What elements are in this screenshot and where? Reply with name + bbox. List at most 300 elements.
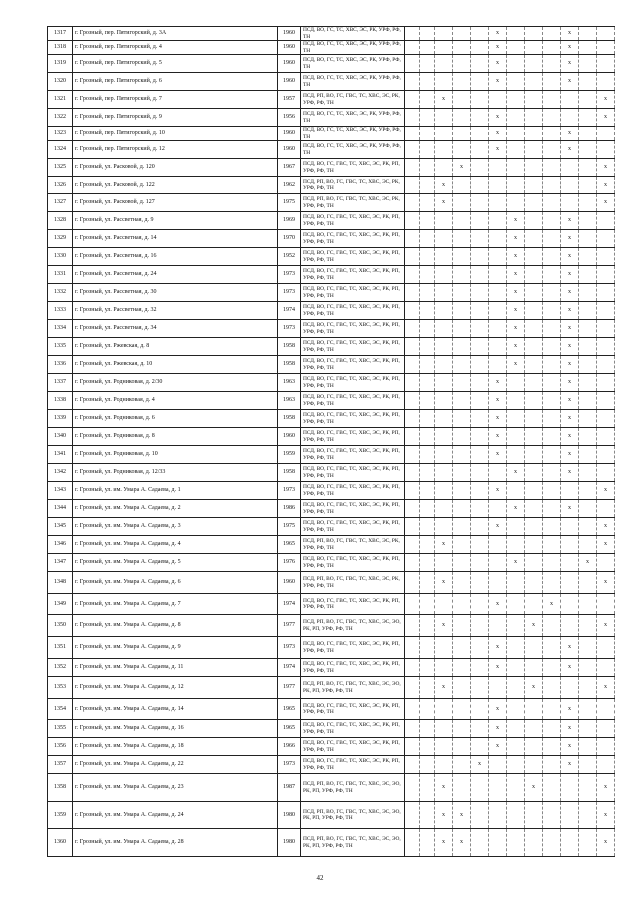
mark-cell bbox=[453, 320, 471, 338]
mark-cell bbox=[561, 615, 579, 637]
table-row bbox=[48, 248, 615, 266]
address-cell: г. Грозный, ул. им. Умара А. Садаева, д. 5 bbox=[73, 554, 278, 572]
year-cell: 1966 bbox=[278, 738, 301, 756]
services-cell: ПСД, ВО, ГС, ГВС, ТС, ХВС, ЭС, РК, РП, УРФ, РФ, ТН bbox=[301, 320, 405, 338]
mark-cell bbox=[435, 141, 453, 159]
mark-cell: х bbox=[525, 615, 543, 637]
mark-cell: х bbox=[561, 738, 579, 756]
mark-cell: х bbox=[597, 677, 615, 699]
services-cell: ПСД, ВО, ГС, ГВС, ТС, ХВС, ЭС, РК, РП, УРФ, РФ, ТН bbox=[301, 230, 405, 248]
mark-cell bbox=[435, 554, 453, 572]
mark-cell bbox=[579, 446, 597, 464]
table-row bbox=[48, 159, 615, 177]
services-cell: ПСД, ВО, ГС, ГВС, ТС, ХВС, ЭС, РК, РП, УРФ, РФ, ТН bbox=[301, 410, 405, 428]
mark-cell: х bbox=[507, 500, 525, 518]
table-row bbox=[48, 374, 615, 392]
mark-cell bbox=[405, 829, 420, 857]
table-row bbox=[48, 127, 615, 141]
mark-cell bbox=[471, 338, 489, 356]
mark-cell bbox=[453, 109, 471, 127]
mark-cell bbox=[435, 73, 453, 91]
year-cell: 1960 bbox=[278, 127, 301, 141]
mark-cell: х bbox=[597, 774, 615, 802]
mark-cell bbox=[507, 73, 525, 91]
mark-cell bbox=[471, 392, 489, 410]
mark-cell bbox=[420, 446, 435, 464]
mark-cell bbox=[405, 212, 420, 230]
mark-cell: х bbox=[597, 615, 615, 637]
mark-cell bbox=[597, 302, 615, 320]
mark-cell bbox=[405, 284, 420, 302]
mark-cell bbox=[507, 774, 525, 802]
mark-cell bbox=[579, 774, 597, 802]
services-cell: ПСД, ВО, ГС, ГВС, ТС, ХВС, ЭС, РК, РП, УРФ, РФ, ТН bbox=[301, 446, 405, 464]
year-cell: 1958 bbox=[278, 464, 301, 482]
mark-cell bbox=[435, 55, 453, 73]
services-cell: ПСД, РП, ВО, ГС, ГВС, ТС, ХВС, ЭС, ЭО, РК, РП, УРФ, РФ, ТН bbox=[301, 802, 405, 829]
mark-cell bbox=[507, 194, 525, 212]
mark-cell bbox=[471, 248, 489, 266]
row-number-cell: 1348 bbox=[48, 572, 73, 594]
services-cell: ПСД, ВО, ГС, ГВС, ТС, ХВС, ЭС, РК, РП, УРФ, РФ, ТН bbox=[301, 518, 405, 536]
mark-cell bbox=[405, 266, 420, 284]
mark-cell bbox=[579, 829, 597, 857]
mark-cell bbox=[489, 500, 507, 518]
mark-cell bbox=[543, 356, 561, 374]
mark-cell bbox=[435, 356, 453, 374]
mark-cell bbox=[453, 374, 471, 392]
mark-cell bbox=[489, 829, 507, 857]
mark-cell bbox=[579, 594, 597, 615]
table-row bbox=[48, 212, 615, 230]
mark-cell bbox=[453, 41, 471, 55]
row-number-cell: 1324 bbox=[48, 141, 73, 159]
mark-cell bbox=[405, 659, 420, 677]
mark-cell bbox=[453, 615, 471, 637]
year-cell: 1973 bbox=[278, 284, 301, 302]
mark-cell bbox=[453, 410, 471, 428]
mark-cell bbox=[597, 320, 615, 338]
mark-cell bbox=[405, 127, 420, 141]
mark-cell bbox=[453, 266, 471, 284]
mark-cell bbox=[420, 637, 435, 659]
year-cell: 1973 bbox=[278, 320, 301, 338]
mark-cell bbox=[507, 141, 525, 159]
mark-cell bbox=[489, 774, 507, 802]
mark-cell bbox=[471, 594, 489, 615]
mark-cell bbox=[420, 756, 435, 774]
mark-cell bbox=[507, 594, 525, 615]
mark-cell bbox=[471, 194, 489, 212]
mark-cell bbox=[453, 356, 471, 374]
mark-cell bbox=[579, 518, 597, 536]
row-number-cell: 1335 bbox=[48, 338, 73, 356]
mark-cell bbox=[420, 320, 435, 338]
mark-cell bbox=[507, 127, 525, 141]
mark-cell bbox=[471, 482, 489, 500]
address-cell: г. Грозный, ул. им. Умара А. Садаева, д. 14 bbox=[73, 699, 278, 720]
table-row bbox=[48, 284, 615, 302]
mark-cell bbox=[507, 738, 525, 756]
mark-cell bbox=[543, 802, 561, 829]
mark-cell bbox=[420, 73, 435, 91]
table-row bbox=[48, 392, 615, 410]
mark-cell: х bbox=[561, 374, 579, 392]
mark-cell bbox=[435, 738, 453, 756]
table-row bbox=[48, 27, 615, 41]
mark-cell bbox=[561, 109, 579, 127]
year-cell: 1957 bbox=[278, 91, 301, 109]
mark-cell bbox=[435, 159, 453, 177]
mark-cell bbox=[543, 615, 561, 637]
mark-cell bbox=[597, 127, 615, 141]
mark-cell bbox=[405, 464, 420, 482]
services-cell: ПСД, ВО, ГС, ГВС, ТС, ХВС, ЭС, РК, РП, УРФ, РФ, ТН bbox=[301, 637, 405, 659]
mark-cell bbox=[579, 802, 597, 829]
mark-cell bbox=[579, 738, 597, 756]
year-cell: 1960 bbox=[278, 73, 301, 91]
mark-cell bbox=[507, 518, 525, 536]
mark-cell: х bbox=[435, 572, 453, 594]
mark-cell: х bbox=[507, 464, 525, 482]
table-row bbox=[48, 756, 615, 774]
row-number-cell: 1352 bbox=[48, 659, 73, 677]
mark-cell bbox=[489, 248, 507, 266]
mark-cell bbox=[471, 659, 489, 677]
mark-cell bbox=[579, 141, 597, 159]
mark-cell bbox=[561, 554, 579, 572]
mark-cell bbox=[453, 720, 471, 738]
mark-cell: х bbox=[489, 27, 507, 41]
mark-cell bbox=[453, 55, 471, 73]
mark-cell bbox=[471, 774, 489, 802]
mark-cell bbox=[405, 109, 420, 127]
mark-cell bbox=[579, 699, 597, 720]
mark-cell bbox=[420, 338, 435, 356]
mark-cell: х bbox=[561, 699, 579, 720]
mark-cell: х bbox=[489, 699, 507, 720]
mark-cell bbox=[543, 572, 561, 594]
year-cell: 1958 bbox=[278, 356, 301, 374]
mark-cell bbox=[420, 428, 435, 446]
mark-cell: х bbox=[561, 720, 579, 738]
services-cell: ПСД, ВО, ГС, ГВС, ТС, ХВС, ЭС, РК, РП, УРФ, РФ, ТН bbox=[301, 720, 405, 738]
mark-cell bbox=[561, 829, 579, 857]
mark-cell bbox=[525, 518, 543, 536]
mark-cell bbox=[420, 720, 435, 738]
mark-cell bbox=[405, 738, 420, 756]
mark-cell bbox=[561, 518, 579, 536]
mark-cell bbox=[420, 248, 435, 266]
address-cell: г. Грозный, пер. Пятигорский, д. 6 bbox=[73, 73, 278, 91]
mark-cell: х bbox=[507, 212, 525, 230]
mark-cell: х bbox=[561, 637, 579, 659]
mark-cell bbox=[579, 177, 597, 194]
address-cell: г. Грозный, ул. им. Умара А. Садаева, д. 11 bbox=[73, 659, 278, 677]
mark-cell bbox=[579, 659, 597, 677]
mark-cell bbox=[489, 212, 507, 230]
mark-cell bbox=[525, 159, 543, 177]
mark-cell bbox=[525, 177, 543, 194]
mark-cell bbox=[543, 392, 561, 410]
mark-cell bbox=[579, 572, 597, 594]
mark-cell bbox=[471, 109, 489, 127]
mark-cell bbox=[489, 464, 507, 482]
mark-cell bbox=[543, 720, 561, 738]
address-cell: г. Грозный, ул. Родниковая, д. 4 bbox=[73, 392, 278, 410]
mark-cell bbox=[471, 230, 489, 248]
mark-cell: х bbox=[561, 248, 579, 266]
address-cell: г. Грозный, ул. Расковой, д. 120 bbox=[73, 159, 278, 177]
services-cell: ПСД, РП, ВО, ГС, ГВС, ТС, ХВС, ЭС, РК, УРФ, РФ, ТН bbox=[301, 177, 405, 194]
mark-cell bbox=[471, 127, 489, 141]
mark-cell bbox=[525, 41, 543, 55]
mark-cell bbox=[405, 392, 420, 410]
mark-cell bbox=[420, 212, 435, 230]
mark-cell bbox=[453, 127, 471, 141]
mark-cell bbox=[471, 284, 489, 302]
mark-cell bbox=[489, 284, 507, 302]
mark-cell bbox=[597, 212, 615, 230]
services-cell: ПСД, РП, ВО, ГС, ГВС, ТС, ХВС, ЭС, ЭО, РК, РП, УРФ, РФ, ТН bbox=[301, 677, 405, 699]
address-cell: г. Грозный, ул. Родниковая, д. 6 bbox=[73, 410, 278, 428]
row-number-cell: 1351 bbox=[48, 637, 73, 659]
mark-cell bbox=[435, 428, 453, 446]
mark-cell: х bbox=[561, 55, 579, 73]
mark-cell bbox=[489, 177, 507, 194]
mark-cell bbox=[405, 500, 420, 518]
mark-cell: х bbox=[561, 356, 579, 374]
mark-cell bbox=[597, 338, 615, 356]
mark-cell: х bbox=[507, 230, 525, 248]
table-row bbox=[48, 91, 615, 109]
mark-cell bbox=[579, 230, 597, 248]
services-cell: ПСД, РП, ВО, ГС, ГВС, ТС, ХВС, ЭС, РК, УРФ, РФ, ТН bbox=[301, 572, 405, 594]
mark-cell bbox=[507, 720, 525, 738]
mark-cell bbox=[543, 677, 561, 699]
mark-cell bbox=[579, 266, 597, 284]
mark-cell bbox=[507, 572, 525, 594]
mark-cell bbox=[579, 194, 597, 212]
mark-cell bbox=[453, 338, 471, 356]
mark-cell: х bbox=[561, 320, 579, 338]
mark-cell bbox=[579, 55, 597, 73]
address-cell: г. Грозный, ул. Родниковая, д. 10 bbox=[73, 446, 278, 464]
mark-cell: х bbox=[561, 500, 579, 518]
mark-cell bbox=[543, 637, 561, 659]
year-cell: 1973 bbox=[278, 637, 301, 659]
services-cell: ПСД, ВО, ГС, ГВС, ТС, ХВС, ЭС, РК, РП, УРФ, РФ, ТН bbox=[301, 738, 405, 756]
mark-cell bbox=[435, 518, 453, 536]
row-number-cell: 1359 bbox=[48, 802, 73, 829]
row-number-cell: 1342 bbox=[48, 464, 73, 482]
mark-cell bbox=[420, 230, 435, 248]
services-cell: ПСД, ВО, ГС, ГВС, ТС, ХВС, ЭС, РК, РП, УРФ, РФ, ТН bbox=[301, 302, 405, 320]
mark-cell: х bbox=[489, 127, 507, 141]
mark-cell bbox=[579, 410, 597, 428]
mark-cell bbox=[405, 554, 420, 572]
mark-cell bbox=[489, 356, 507, 374]
services-cell: ПСД, ВО, ГС, ГВС, ТС, ХВС, ЭС, РК, РП, УРФ, РФ, ТН bbox=[301, 594, 405, 615]
mark-cell: х bbox=[561, 392, 579, 410]
mark-cell bbox=[579, 536, 597, 554]
mark-cell bbox=[543, 302, 561, 320]
services-cell: ПСД, ВО, ГС, ТС, ХВС, ЭС, РК, УРФ, РФ, ТН bbox=[301, 41, 405, 55]
mark-cell bbox=[435, 284, 453, 302]
row-number-cell: 1322 bbox=[48, 109, 73, 127]
table-row bbox=[48, 177, 615, 194]
mark-cell bbox=[471, 500, 489, 518]
mark-cell bbox=[507, 536, 525, 554]
mark-cell bbox=[471, 677, 489, 699]
mark-cell bbox=[489, 802, 507, 829]
services-cell: ПСД, ВО, ГС, ГВС, ТС, ХВС, ЭС, РК, РП, УРФ, РФ, ТН bbox=[301, 392, 405, 410]
mark-cell bbox=[507, 615, 525, 637]
mark-cell bbox=[453, 464, 471, 482]
mark-cell bbox=[420, 699, 435, 720]
mark-cell bbox=[453, 482, 471, 500]
mark-cell: х bbox=[561, 428, 579, 446]
mark-cell bbox=[561, 774, 579, 802]
year-cell: 1962 bbox=[278, 177, 301, 194]
mark-cell bbox=[597, 55, 615, 73]
mark-cell bbox=[489, 230, 507, 248]
mark-cell bbox=[420, 41, 435, 55]
year-cell: 1963 bbox=[278, 374, 301, 392]
mark-cell bbox=[507, 802, 525, 829]
mark-cell bbox=[597, 756, 615, 774]
mark-cell bbox=[435, 230, 453, 248]
year-cell: 1986 bbox=[278, 500, 301, 518]
year-cell: 1965 bbox=[278, 536, 301, 554]
services-cell: ПСД, ВО, ГС, ГВС, ТС, ХВС, ЭС, РК, РП, УРФ, РФ, ТН bbox=[301, 374, 405, 392]
mark-cell bbox=[525, 500, 543, 518]
mark-cell bbox=[420, 302, 435, 320]
address-cell: г. Грозный, ул. Рассветная, д. 32 bbox=[73, 302, 278, 320]
services-cell: ПСД, ВО, ГС, ГВС, ТС, ХВС, ЭС, РК, РП, УРФ, РФ, ТН bbox=[301, 500, 405, 518]
mark-cell bbox=[471, 27, 489, 41]
mark-cell bbox=[597, 594, 615, 615]
mark-cell bbox=[435, 212, 453, 230]
mark-cell bbox=[525, 802, 543, 829]
address-cell: г. Грозный, пер. Пятигорский, д. 5 bbox=[73, 55, 278, 73]
year-cell: 1960 bbox=[278, 141, 301, 159]
mark-cell bbox=[489, 554, 507, 572]
row-number-cell: 1354 bbox=[48, 699, 73, 720]
address-cell: г. Грозный, ул. им. Умара А. Садаева, д. 7 bbox=[73, 594, 278, 615]
table-row bbox=[48, 518, 615, 536]
mark-cell bbox=[405, 194, 420, 212]
mark-cell bbox=[420, 615, 435, 637]
mark-cell: х bbox=[435, 91, 453, 109]
mark-cell bbox=[579, 284, 597, 302]
mark-cell bbox=[420, 141, 435, 159]
mark-cell bbox=[435, 699, 453, 720]
mark-cell bbox=[597, 428, 615, 446]
mark-cell bbox=[543, 774, 561, 802]
year-cell: 1958 bbox=[278, 338, 301, 356]
mark-cell bbox=[405, 536, 420, 554]
year-cell: 1980 bbox=[278, 829, 301, 857]
mark-cell bbox=[525, 248, 543, 266]
mark-cell bbox=[405, 55, 420, 73]
table-row bbox=[48, 464, 615, 482]
mark-cell bbox=[435, 248, 453, 266]
mark-cell bbox=[525, 637, 543, 659]
mark-cell bbox=[579, 637, 597, 659]
mark-cell bbox=[420, 392, 435, 410]
mark-cell bbox=[405, 637, 420, 659]
table-row bbox=[48, 73, 615, 91]
mark-cell bbox=[405, 41, 420, 55]
row-number-cell: 1347 bbox=[48, 554, 73, 572]
mark-cell bbox=[543, 109, 561, 127]
mark-cell: х bbox=[489, 374, 507, 392]
mark-cell bbox=[453, 212, 471, 230]
mark-cell bbox=[525, 536, 543, 554]
table-row bbox=[48, 41, 615, 55]
mark-cell bbox=[435, 27, 453, 41]
mark-cell bbox=[579, 356, 597, 374]
mark-cell bbox=[579, 338, 597, 356]
mark-cell bbox=[420, 159, 435, 177]
address-cell: г. Грозный, пер. Пятигорский, д. 12 bbox=[73, 141, 278, 159]
mark-cell bbox=[579, 320, 597, 338]
mark-cell bbox=[543, 500, 561, 518]
mark-cell bbox=[525, 194, 543, 212]
mark-cell bbox=[435, 266, 453, 284]
table-row bbox=[48, 829, 615, 857]
mark-cell bbox=[420, 55, 435, 73]
table-row bbox=[48, 446, 615, 464]
row-number-cell: 1336 bbox=[48, 356, 73, 374]
mark-cell: х bbox=[507, 284, 525, 302]
row-number-cell: 1340 bbox=[48, 428, 73, 446]
address-cell: г. Грозный, ул. им. Умара А. Садаева, д. 12 bbox=[73, 677, 278, 699]
mark-cell: х bbox=[435, 615, 453, 637]
mark-cell: х bbox=[489, 738, 507, 756]
mark-cell bbox=[471, 428, 489, 446]
mark-cell: х bbox=[489, 594, 507, 615]
mark-cell bbox=[525, 212, 543, 230]
mark-cell bbox=[507, 637, 525, 659]
mark-cell bbox=[597, 284, 615, 302]
mark-cell bbox=[597, 738, 615, 756]
mark-cell bbox=[435, 338, 453, 356]
mark-cell bbox=[597, 464, 615, 482]
mark-cell bbox=[405, 320, 420, 338]
mark-cell bbox=[435, 374, 453, 392]
mark-cell bbox=[420, 194, 435, 212]
table-row bbox=[48, 141, 615, 159]
table-row bbox=[48, 594, 615, 615]
mark-cell: х bbox=[507, 338, 525, 356]
mark-cell bbox=[597, 659, 615, 677]
year-cell: 1960 bbox=[278, 428, 301, 446]
mark-cell bbox=[525, 392, 543, 410]
services-cell: ПСД, ВО, ГС, ГВС, ТС, ХВС, ЭС, РК, РП, УРФ, РФ, ТН bbox=[301, 338, 405, 356]
mark-cell bbox=[579, 500, 597, 518]
services-cell: ПСД, ВО, ГС, ТС, ХВС, ЭС, РК, УРФ, РФ, ТН bbox=[301, 55, 405, 73]
row-number-cell: 1326 bbox=[48, 177, 73, 194]
mark-cell bbox=[453, 659, 471, 677]
mark-cell: х bbox=[561, 27, 579, 41]
mark-cell bbox=[471, 446, 489, 464]
mark-cell bbox=[435, 659, 453, 677]
table-row bbox=[48, 356, 615, 374]
mark-cell bbox=[597, 374, 615, 392]
mark-cell bbox=[525, 738, 543, 756]
